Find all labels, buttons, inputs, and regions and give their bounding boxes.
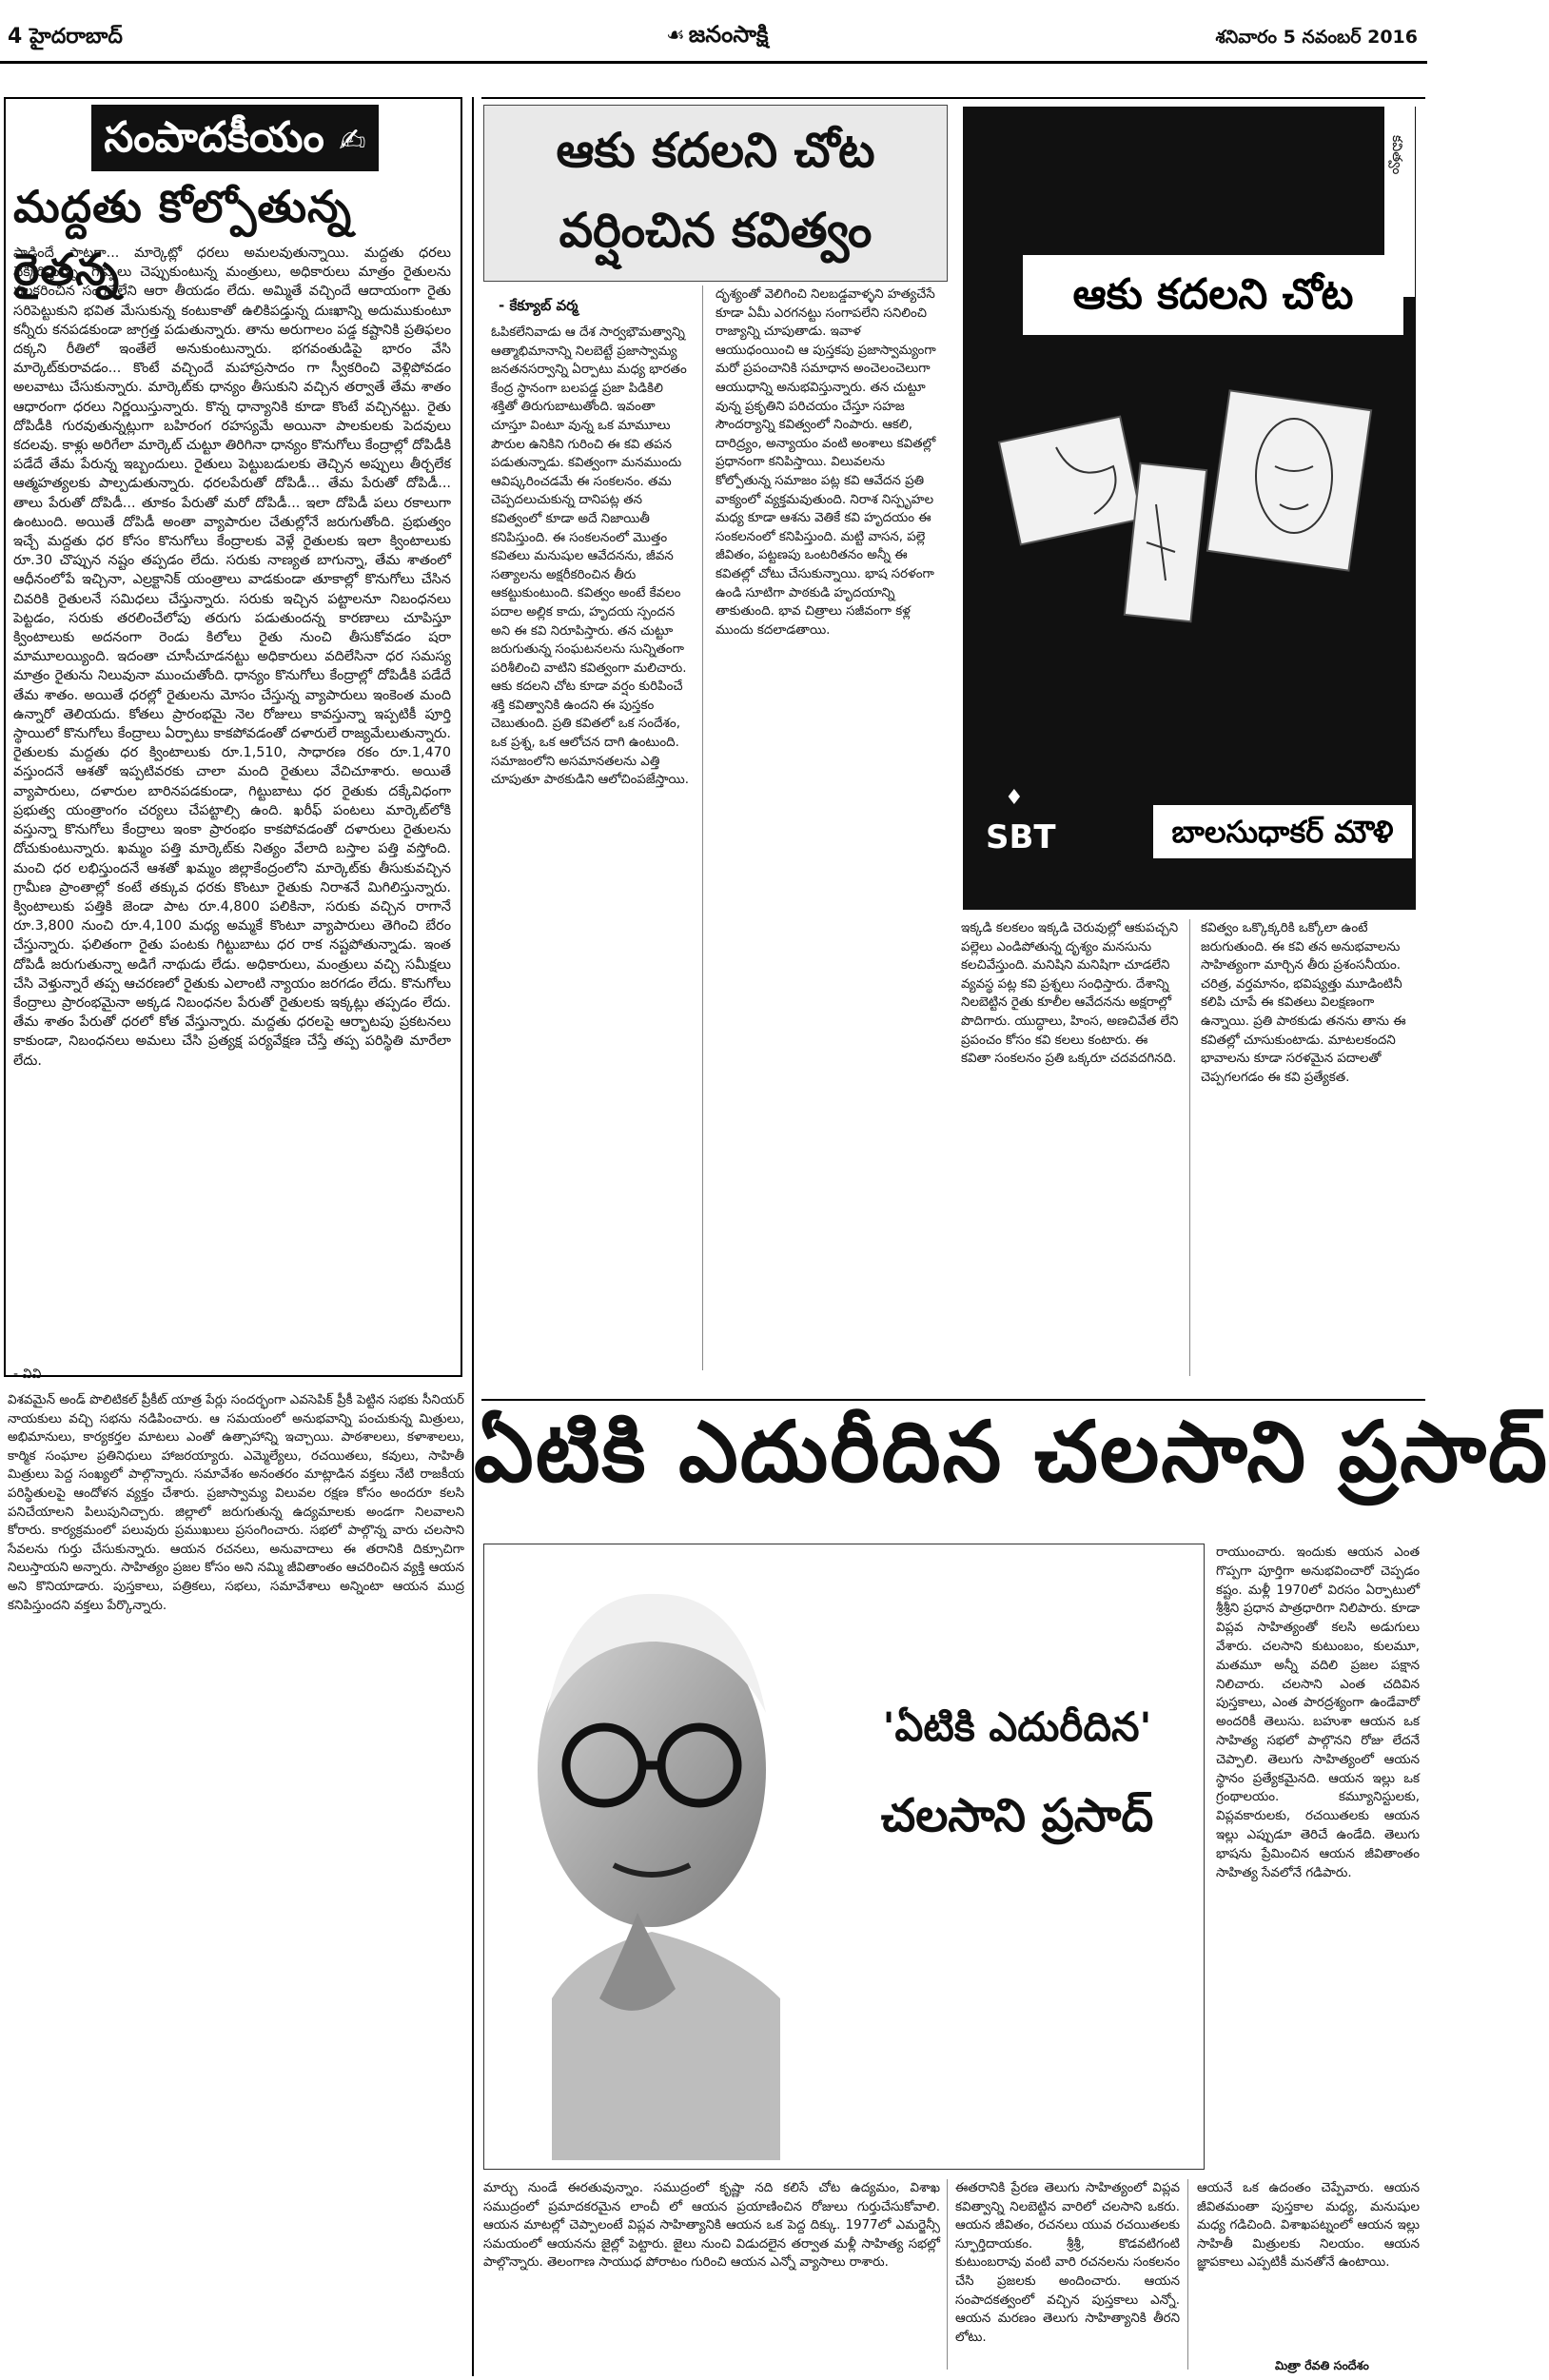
portrait-photo (495, 1551, 809, 2160)
tribute-lower-column-1: మార్చు నుండే ఈరతువున్నాం. సముద్రంలో కృష్ణా నది కలిసే చోట ఉద్యమం, విశాఖ సముద్రంలో ప్రమాదకరమైన లాంచీ లో ఆయన ప్రయాణించిన రోజులు గుర్తుచేసుకోవాలి. ఆయన మాటల్లో చెప్పాలంటే విప్లవ సాహిత్యానికి ఆయన ఒక పెద్ద దిక్కు. 1977లో ఎమర్జెన్సీ సమయంలో ఆయనను జైల్లో పెట్టారు. జైలు నుంచి విడుదలైన తర్వాత మళ్లీ సాహిత్య సభల్లో పాల్గొన్నారు. తెలంగాణ సాయుధ పోరాటం గురించి ఆయన ఎన్నో వ్యాసాలు రాశారు. (483, 2181, 940, 2271)
poetry-headline-line2: వర్షించిన కవిత్వం (559, 203, 873, 258)
poetry-column-3: ఇక్కడి కలకలం ఇక్కడి చెరువుల్లో ఆకుపచ్చని పల్లెలు ఎండిపోతున్న దృశ్యం మనసును కలచివేస్తుంది. మనిషిని మనిషిగా చూడలేని వ్యవస్థ పట్ల కవి ప్రశ్నలు సంధిస్తారు. దేశాన్ని నిలబెట్టిన రైతు కూలీల ఆవేదనను అక్షరాల్లో పొదిగారు. యుద్ధాలు, హింస, అణచివేత లేని ప్రపంచం కోసం కవి కలలు కంటారు. ఈ కవితా సంకలనం ప్రతి ఒక్కరూ చదవదగినది. (961, 921, 1179, 1067)
tribute-right-column: రాయుంచారు. ఇందుకు ఆయన ఎంత గొప్పగా పూర్తిగా అనుభవించారో చెప్పడం కష్టం. మళ్లీ 1970లో విరసం ఏర్పాటులో శ్రీశ్రీని ప్రధాన పాత్రధారిగా నిలిపారు. కూడా విప్లవ సాహిత్యంతో కలసి అడుగులు వేశారు. చలసాని కుటుంబం, కులమూ, మతమూ అన్నీ వదిలి ప్రజల పక్షాన నిలిచారు. చలసాని ఎంత చదివిన పుస్తకాలు, ఎంత పారద్రశ్యంగా ఉండేవారో అందరికీ తెలుసు. బహుశా ఆయన ఒక సాహిత్య సభలో పాల్గొనని రోజు లేదనే చెప్పాలి. తెలుగు సాహిత్యంలో ఆయన స్థానం ప్రత్యేకమైనది. ఆయన ఇల్లు ఒక గ్రంథాలయం. కమ్యూనిస్టులకు, విప్లవకారులకు, రచయితలకు ఆయన ఇల్లు ఎప్పుడూ తెరిచే ఉండేది. తెలుగు భాషను ప్రేమించిన ఆయన జీవితాంతం సాహిత్య సేవలోనే గడిపారు. (1216, 1545, 1420, 1880)
book-cover-title: ఆకు కదలని చోట (1023, 255, 1403, 335)
masthead-logo-icon: ☙ (666, 24, 685, 48)
editorial-banner (91, 105, 379, 171)
tribute-byline: మిత్రా రేవతి సందేశం (1275, 2358, 1369, 2372)
poetry-column-2: దృశ్యంతో వెలిగించి నిలబడ్డవాళ్ళని హత్యచేసే కూడా ఏమీ ఎరగనట్టు సంగాపలేని సనిలించి రాజ్యాన్ని చూపుతాడు. ఇవాళ ఆయుధంయించి ఆ పుస్తకపు ప్రజాస్వామ్యంగా మరో ప్రపంచానికి సమాధాన అంచెలంచెలుగా ఆయుధాన్ని అనుభవిస్తున్నారు. తన చుట్టూ వున్న ప్రకృతిని పరిచయం చేస్తూ సహజ సౌందర్యాన్ని కవిత్వంలో నింపారు. ఆకలి, దారిద్ర్యం, అన్యాయం వంటి అంశాలు కవితల్లో ప్రధానంగా కనిపిస్తాయి. విలువలను కోల్పోతున్న సమాజం పట్ల కవి ఆవేదన ప్రతి వాక్యంలో వ్యక్తమవుతుంది. నిరాశ నిస్పృహల మధ్య కూడా ఆశను వెతికే కవి హృదయం ఈ సంకలనంలో కనిపిస్తుంది. మట్టి వాసన, పల్లె జీవితం, పట్టణపు ఒంటరితనం అన్నీ ఈ కవితల్లో చోటు చేసుకున్నాయి. భాష సరళంగా ఉండి సూటిగా పాఠకుడి హృదయాన్ని తాకుతుంది. భావ చిత్రాలు సజీవంగా కళ్ల ముందు కదలాడతాయి. (716, 287, 936, 638)
tribute-lower-column-3: ఆయనే ఒక ఉదంతం చెప్పేవారు. ఆయన జీవితమంతా పుస్తకాల మధ్య, మనుషుల మధ్య గడిచింది. విశాఖపట్నంలో ఆయన ఇల్లు సాహితీ మిత్రులకు నిలయం. ఆయన జ్ఞాపకాలు ఎప్పటికీ మనతోనే ఉంటాయి. (1197, 2181, 1420, 2271)
header-divider (0, 61, 1427, 64)
editorial-section-label: సంపాదకీయం (104, 113, 324, 162)
masthead-text: జనంసాక్షి (688, 21, 769, 48)
tribute-divider-2 (1187, 2179, 1188, 2370)
book-cover-illustration (990, 362, 1389, 704)
poetry-headline-box (483, 105, 948, 282)
tribute-top-rule (481, 1399, 1425, 1401)
tribute-caption-line2: చలసాని ప్రసాద్ (880, 1789, 1154, 1842)
editorial-signature: - వివి (13, 1367, 42, 1382)
poetry-column-4: కవిత్వం ఒక్కొక్కరికి ఒక్కోలా ఉంటే జరుగుతుంది. ఈ కవి తన అనుభవాలను సాహిత్యంగా మార్చిన తీరు ప్రశంసనీయం. చరిత్ర, వర్తమానం, భవిష్యత్తు మూడింటినీ కలిపి చూపే ఈ కవితలు విలక్షణంగా ఉన్నాయి. ప్రతి పాఠకుడు తనను తాను ఈ కవితల్లో చూసుకుంటాడు. మాటలకందని భావాలను కూడా సరళమైన పదాలతో చెప్పగలగడం ఈ కవి ప్రత్యేకత. (1201, 921, 1406, 1085)
editorial-body: పాడిందే పాటగా... మార్కెట్లో ధరలు అమలవుతున్నాయి. మద్దతు ధరలు వెక్కిరిస్తున్నా, గొప్పలు చెప్పుకుంటున్న మంత్రులు, అధికారులు మాత్రం రైతులను పలకరించిన సంగతేలేని ఆరా తీయడం లేదు. అమ్మితే వచ్చిందే ఆదాయంగా రైతు సరిపెట్టుకుని భవిత మేసుకున్న కంటుకాతో ఉలికిపడ్తున్న దుఃఖాన్ని అదుముకుంటూ కన్నీరు కనపడకుండా జాగ్రత్త పడుతున్నారు. తాను అరుగాలం పడ్డ కష్టానికి ప్రతిఫలం దక్కని రీతిలో ఇంతేలే అనుకుంటున్నారు. భగవంతుడిపై భారం వేసి మార్కెట్‌కురావడం... కొంటే వచ్చిందే మహాప్రసాదం గా స్వీకరించి వెళ్లిపోవడం అలవాటు చేసుకున్నారు. మార్కెట్‌కు ధాన్యం తీసుకుని వచ్చిన తర్వాతే తేమ శాతం ఆధారంగా ధరలు నిర్ణయిస్తున్నారు. కొన్న ధాన్యానికి కూడా కొంటే వచ్చినట్టు. రైతు దోపిడీకి గురవుతున్నట్లుగా బహిరంగ రహస్యమే అయినా పాలకులకు పెదవులు కదలవు. కాళ్లు అరిగేలా మార్కెట్ చుట్టూ తిరిగినా ధాన్యం కొనుగోలు కేంద్రాల్లో దోపిడీకి పడేదే తేమ పేరున్న ఇబ్బందులు. రైతులు పెట్టుబడులకు తెచ్చిన అప్పులు తీర్చలేక ఆత్మహత్యలకు పాల్పడుతున్నారు. ధరలపేరుతో దోపిడీ... తేమ పేరుతో దోపిడీ... తాలు పేరుతో దోపిడీ... తూకం పేరుతో మరో దోపిడీ... ఇలా దోపిడీ పలు రకాలుగా ఉంటుంది. అయితే దోపిడీ అంతా వ్యాపారుల చేతుల్లోనే జరుగుతోంది. ప్రభుత్వం ఇచ్చే మద్దతు ధర కోసం కొనుగోలు కేంద్రాలకు వెళ్లే రైతులకు ఇలా క్వింటాలుకు రూ.30 చొప్పున నష్టం తప్పడం లేదు. సరుకు నాణ్యత బాగున్నా, తేమ శాతంలో ఆధీనంలోపే ఇచ్చినా, ఎల్రక్టానిక్ యంత్రాలు వాడకుండా తూకాల్లో కొనుగోలు చేసిన చివరికి రైతులనే సమిధలు చేస్తున్నారు. సరుకు ఇచ్చిన పట్టాలనూ నిబంధనలు పెట్టడం, సరుకు తరలించేలోపు తరుగు పడుతుందన్న కారణాలు చూపిస్తూ క్వింటాలుకు అదనంగా రెండు కిలోలు రైతు నుంచి తీసుకోవడం షరా మామూలయ్యింది. ఇదంతా చూసీచూడనట్టు అధికారులు వదిలేసినా ధర సమస్య మాత్రం రైతును నిలువునా ముంచుతోంది. ధాన్యం కొనుగోలు కేంద్రాల్లో దోపిడీకి పడేదే తేమ శాతం. అయితే ధరల్లో రైతులను మోసం చేస్తున్న వ్యాపారులు ఇంకెంత మంది ఉన్నారో తెలియదు. కోతలు ప్రారంభమై నెల రోజులు కావస్తున్నా ఇప్పటికీ పూర్తి స్థాయిలో కొనుగోలు కేంద్రాలు ఏర్పాటు కాకపోవడంతో దళారులే రాజ్యమేలుతున్నారు. రైతులకు మద్దతు ధర క్వింటాలుకు రూ.1,510, సాధారణ రకం రూ.1,470 వస్తుందనే ఆశతో ఇప్పటివరకు చాలా మంది రైతులు వేచిచూశారు. అయితే వ్యాపారులు, దళారుల బారినపడకుండా, గిట్టుబాటు ధర రైతుకు దక్కేవిధంగా ప్రభుత్వ యంత్రాంగం చర్యలు చేపట్టాల్సి ఉంది. ఖరీఫ్ పంటలు మార్కెట్‌లోకి వస్తున్నా కొనుగోలు కేంద్రాలు ఇంకా ప్రారంభం కాకపోవడంతో దళారులు రైతులను దోచుకుంటున్నారు. ఖమ్మం పత్తి మార్కెట్‌కు నిత్యం వేలాది బస్తాల పత్తి వస్తోంది. మంచి ధర లభిస్తుందనే ఆశతో ఖమ్మం జిల్లాకేంద్రంలోని మార్కెట్‌కు తీసుకువచ్చిన గ్రామీణ ప్రాంతాల్లో కంటే తక్కువ ధరకు కొంటూ రైతుకు నిరాశనే మిగిలిస్తున్నారు. క్వింటాలుకు పత్తికి జెండా పాట రూ.4,800 పలికినా, సరుకు వచ్చిన రాగానే రూ.3,800 నుంచి రూ.4,100 మధ్య అమ్మకే కొంటూ వ్యాపారులు తెగించి బేరం చేస్తున్నారు. ఫలితంగా రైతు పంటకు గిట్టుబాటు ధర రాక నష్టపోతున్నాడు. ఇంత దోపిడీ జరుగుతున్నా అడిగే నాథుడు లేడు. అధికారులు, మంత్రులు వచ్చి సమీక్షలు చేసి వెళ్తున్నారే తప్ప ఆచరణలో రైతుకు ఎలాంటి న్యాయం జరగడం లేదు. కొనుగోలు కేంద్రాలు ప్రారంభమైనా అక్కడ నిబంధనల పేరుతో రైతులకు ఇక్కట్లు తప్పడం లేదు. తేమ శాతం పేరుతో ధరలో కోత వేస్తున్నారు. మద్దతు ధరలపై ఆర్భాటపు ప్రకటనలు కాకుండా, నిబంధనలు అమలు చేసి ప్రత్యక్ష పర్యవేక్షణ చేస్తే తప్ప పరిస్థితి మారేలా లేదు. (13, 246, 451, 1069)
cover-paper-3 (1207, 390, 1371, 570)
book-cover-author: బాలసుధాకర్ మౌళి (1153, 805, 1412, 858)
page-label: 4 హైదరాబాద్ (8, 25, 123, 49)
pen-icon: ✍ (339, 122, 366, 160)
cover-paper-1 (999, 417, 1142, 545)
editorial-title: మద్దతు కోల్పోతున్న రైతన్న (13, 181, 352, 295)
cover-paper-2 (1125, 463, 1206, 621)
poetry-author: - కేక్యూబ్ వర్మ (499, 297, 578, 314)
masthead (666, 21, 769, 53)
left-lower-article: విశవమైన్ అండ్ పొలిటికల్ ప్రీకీట్ యాత్ర పేర్లు సందర్భంగా ఎవసెపిక్ ప్రీకీ పెట్టిన సభకు సీనియర్ నాయకులు వచ్చి సభను నడిపించారు. ఆ సమయంలో అనుభవాన్ని పంచుకున్న మిత్రులు, అభిమానులు, కార్యకర్తల మాటలు ఎంతో ఉత్సాహాన్ని ఇచ్చాయి. పాఠశాలలు, కళాశాలలు, కార్మిక సంఘాల ప్రతినిధులు హాజరయ్యారు. ఎమ్మెల్యేలు, రచయితలు, కవులు, సాహితీ మిత్రులు పెద్ద సంఖ్యలో పాల్గొన్నారు. సమావేశం అనంతరం మాట్లాడిన వక్తలు నేటి రాజకీయ పరిస్థితులపై ఆందోళన వ్యక్తం చేశారు. ప్రజాస్వామ్య విలువల రక్షణ కోసం అందరూ కలసి పనిచేయాలని పిలుపునిచ్చారు. జిల్లాలో జరుగుతున్న ఉద్యమాలకు అండగా నిలవాలని కోరారు. కార్యక్రమంలో పలువురు ప్రముఖులు ప్రసంగించారు. సభలో పాల్గొన్న వారు చలసాని సేవలను గుర్తు చేసుకున్నారు. ఆయన రచనలు, అనువాదాలు ఈ తరానికి దిక్సూచిగా నిలుస్తాయని అన్నారు. సాహిత్యం ప్రజల కోసం అని నమ్మి జీవితాంతం ఆచరించిన వ్యక్తి ఆయన అని కొనియాడారు. పుస్తకాలు, పత్రికలు, సభలు, సమావేశాలు అన్నింటా ఆయన ముద్ర కనిపిస్తుందని వక్తలు పేర్కొన్నారు. (8, 1393, 464, 1613)
book-cover-spine-text: కవిత్వం (1389, 135, 1404, 175)
issue-date: శనివారం 5 నవంబర్ 2016 (1215, 27, 1418, 48)
book-cover-publisher: SBT (986, 818, 1056, 856)
column-divider (472, 97, 474, 2376)
poetry-headline-line1: ఆకు కదలని చోట (556, 123, 875, 178)
tribute-lower-column-2: ఈతరానికి ప్రేరణ తెలుగు సాహిత్యంలో విప్లవ కవిత్వాన్ని నిలబెట్టిన వారిలో చలసాని ఒకరు. ఆయన జీవితం, రచనలు యువ రచయితలకు స్ఫూర్తిదాయకం. శ్రీశ్రీ, కొడవటిగంటి కుటుంబరావు వంటి వారి రచనలను సంకలనం చేసి ప్రజలకు అందించారు. ఆయన సంపాదకత్వంలో వచ్చిన పుస్తకాలు ఎన్నో. ఆయన మరణం తెలుగు సాహిత్యానికి తీరని లోటు. (955, 2181, 1180, 2345)
tribute-headline: ఏటికి ఎదురీదిన చలసాని ప్రసాద్ (474, 1403, 1549, 1501)
tribute-divider-1 (947, 2179, 948, 2370)
poetry-divider-2 (1189, 919, 1190, 1376)
tribute-caption-line1: 'ఏటికి ఎదురీదిన' (882, 1703, 1152, 1750)
poetry-divider-1 (702, 285, 703, 1370)
poetry-column-1: ఓపికలేనివాడు ఆ దేశ సార్వభౌమత్వాన్ని ఆత్మాభిమానాన్ని నిలబెట్టే ప్రజాస్వామ్య జనతనసర్వాన్ని ఏర్పాటు మధ్య భారతం కేంద్ర స్థానంగా బలపడ్డ ప్రజా పిడికిలి శక్తితో తిరుగుబాటుతోంది. ఇవంతా చూస్తూ వింటూ వున్న ఒక మామూలు పౌరుల ఉనికిని గురించి ఈ కవి తపన పడుతున్నాడు. కవిత్వంగా మనముందు ఆవిష్కరించడమే ఈ సంకలనం. తమ చెప్పదలుచుకున్న దానిపట్ల తన కవిత్వంలో కూడా అదే నిజాయితీ కనిపిస్తుంది. ఈ సంకలనంలో మొత్తం కవితలు మనుషుల ఆవేదనను, జీవన సత్యాలను అక్షరీకరించిన తీరు ఆకట్టుకుంటుంది. కవిత్వం అంటే కేవలం పదాల అల్లిక కాదు, హృదయ స్పందన అని ఈ కవి నిరూపిస్తారు. తన చుట్టూ జరుగుతున్న సంఘటనలను సున్నితంగా పరిశీలించి వాటిని కవిత్వంగా మలిచారు. ఆకు కదలని చోట కూడా వర్షం కురిపించే శక్తి కవిత్వానికి ఉందని ఈ పుస్తకం చెబుతుంది. ప్రతి కవితలో ఒక సందేశం, ఒక ప్రశ్న, ఒక ఆలోచన దాగి ఉంటుంది. సమాజంలోని అసమానతలను ఎత్తి చూపుతూ పాఠకుడిని ఆలోచింపజేస్తాయి. (491, 325, 690, 788)
publisher-flame-icon: ♦ (1005, 786, 1024, 810)
poetry-top-rule (481, 97, 1425, 99)
portrait-shirt (552, 1932, 780, 2160)
